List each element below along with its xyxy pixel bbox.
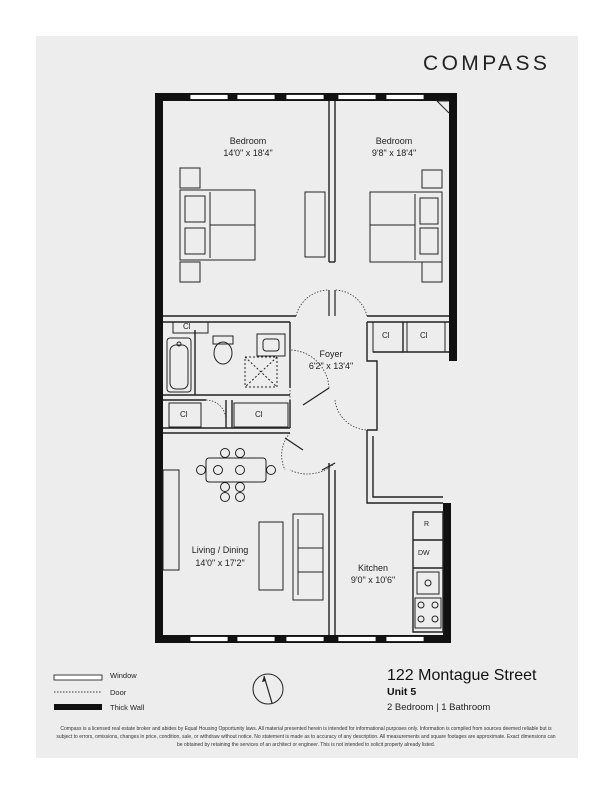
- listing-address: 122 Montague Street: [387, 667, 537, 684]
- window: [286, 95, 324, 100]
- room-name-foyer: Foyer: [319, 349, 343, 359]
- refrigerator-label: R: [424, 521, 430, 528]
- door: [335, 400, 367, 430]
- compass-logo: COMPASS: [423, 52, 551, 75]
- closet-label: Cl: [382, 331, 390, 340]
- door-swings: [206, 290, 367, 474]
- closet-label: Cl: [180, 410, 188, 419]
- room-name-living: Living / Dining: [191, 545, 249, 555]
- window: [338, 637, 376, 642]
- sink: [417, 572, 439, 594]
- coffee-table: [259, 522, 283, 590]
- dishwasher-label: DW: [418, 550, 430, 557]
- sink: [257, 334, 285, 356]
- left-wall: [155, 93, 163, 643]
- room-name-kitchen: Kitchen: [357, 563, 389, 573]
- legend-door-label: Door: [110, 688, 127, 697]
- window: [237, 637, 275, 642]
- legend-window-swatch: [54, 675, 102, 680]
- toilet: [214, 342, 232, 364]
- dining-table: [197, 449, 276, 502]
- right-wall-lower: [443, 503, 451, 643]
- room-dims-living: 14'0" x 17'2": [195, 558, 245, 568]
- closet-label: Cl: [255, 410, 263, 419]
- bed-right: [370, 170, 442, 282]
- closet-label: Cl: [183, 322, 191, 331]
- living-furniture: [163, 470, 323, 600]
- legend-window-label: Window: [110, 671, 137, 680]
- door-leaves: [285, 290, 335, 470]
- room-dims-kitchen: 9'0" x 10'6": [350, 575, 396, 585]
- console: [163, 470, 179, 570]
- bottom-windows: [190, 637, 424, 642]
- door: [206, 400, 226, 420]
- window: [190, 637, 228, 642]
- right-wall-upper: [449, 93, 457, 361]
- window: [286, 637, 324, 642]
- room-dims-foyer: 6'2" x 13'4": [308, 361, 354, 371]
- window: [338, 95, 376, 100]
- legal-disclaimer: Compass is a licensed real estate broker and abides by Equal Housing Opportunity laws. All material presented herein is intended for informational purposes only. Information is compiled from sources deemed reliable but is subject to errors, omissions, changes in price, condition, sale, or withdraw without notice. No statement is made as to accuracy of any description. All measurements and square footages are approximate. Exact dimensions can be obtained by retaining the services of an architect or engineer. This is not intended to solicit property already listed.: [56, 726, 556, 748]
- legend: [54, 675, 102, 710]
- top-windows: [190, 95, 424, 100]
- window: [237, 95, 275, 100]
- dresser-left: [305, 192, 325, 257]
- room-dims-bedroom-1: 14'0" x 18'4": [223, 148, 273, 158]
- bed-left: [180, 168, 255, 282]
- listing-summary: 2 Bedroom | 1 Bathroom: [387, 702, 491, 713]
- window: [386, 95, 424, 100]
- room-name-bedroom-1: Bedroom: [229, 136, 267, 146]
- north-arrow-icon: [253, 674, 283, 704]
- room-name-bedroom-2: Bedroom: [375, 136, 413, 146]
- kitchen-fixtures: [415, 572, 441, 628]
- legend-thickwall-swatch: [54, 704, 102, 710]
- door: [296, 290, 329, 316]
- door: [290, 463, 335, 474]
- corner-detail: [437, 101, 449, 113]
- legend-thickwall-label: Thick Wall: [110, 703, 145, 712]
- closet-label: Cl: [420, 331, 428, 340]
- window: [190, 95, 228, 100]
- listing-unit: Unit 5: [387, 686, 417, 698]
- room-dims-bedroom-2: 9'8" x 18'4": [371, 148, 417, 158]
- bathroom-fixtures: [167, 334, 285, 392]
- window: [386, 637, 424, 642]
- door: [335, 290, 367, 316]
